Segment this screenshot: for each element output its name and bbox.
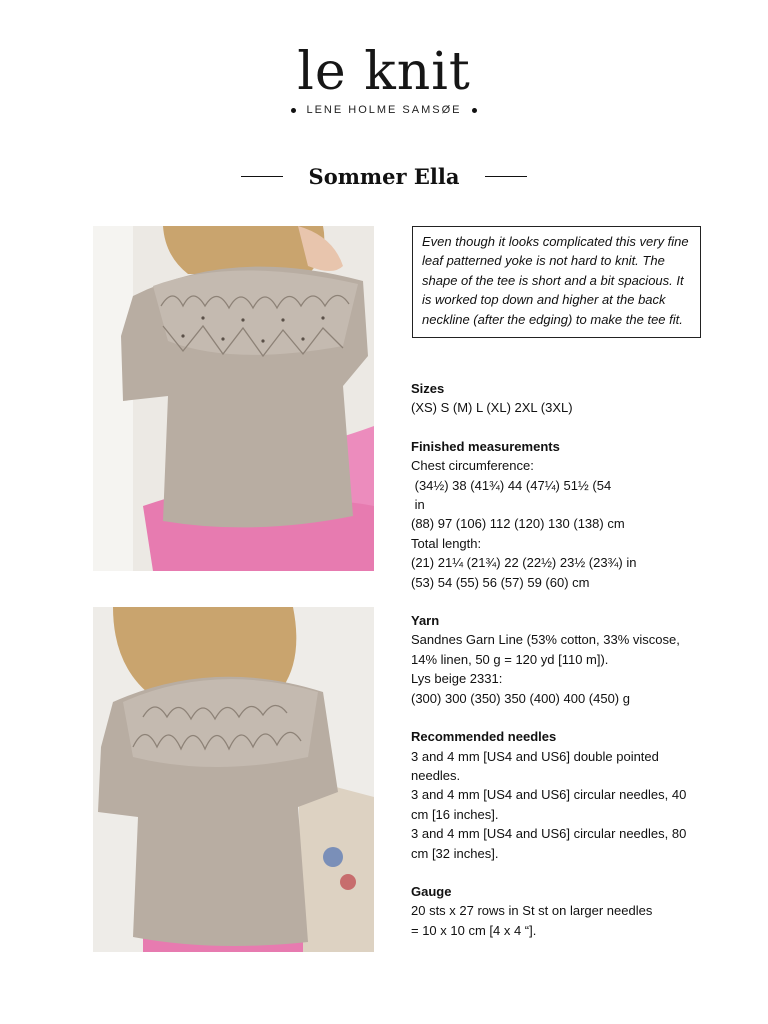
sizes-section xyxy=(411,379,726,418)
yarn-line: 14% linen, 50 g = 120 yd [110 m]). xyxy=(411,651,609,667)
designer-line xyxy=(0,104,768,116)
measurement-line: in xyxy=(411,497,425,513)
bullet-icon xyxy=(291,108,296,113)
title-row xyxy=(0,164,768,189)
yarn-line: Sandnes Garn Line (53% cotton, 33% viscose, xyxy=(411,632,680,648)
yarn-section xyxy=(411,611,726,708)
needles-heading: Recommended needles xyxy=(411,729,557,745)
needles-line: 3 and 4 mm [US4 and US6] double pointed xyxy=(411,748,659,764)
needles-section xyxy=(411,727,726,863)
sizes-heading: Sizes xyxy=(411,381,445,396)
measurement-line: Chest circumference: xyxy=(411,458,534,474)
yarn-line: (300) 300 (350) 350 (400) 400 (450) g xyxy=(411,690,630,706)
title-rule-right xyxy=(485,176,527,177)
needles-line: 3 and 4 mm [US4 and US6] circular needles, 80 xyxy=(411,826,687,842)
measurements-section xyxy=(411,437,726,592)
title-rule-left xyxy=(241,176,283,177)
measurement-line: (88) 97 (106) 112 (120) 130 (138) cm xyxy=(411,516,625,532)
measurement-line: Total length: xyxy=(411,535,482,551)
pattern-title: Sommer Ella xyxy=(308,164,460,189)
needles-line: 3 and 4 mm [US4 and US6] circular needles, 40 xyxy=(411,787,687,803)
measurement-line: (53) 54 (55) 56 (57) 59 (60) cm xyxy=(411,574,590,590)
gauge-line: = 10 x 10 cm [4 x 4 “]. xyxy=(411,922,537,938)
measurement-line: (21) 21¼ (21¾) 22 (22½) 23½ (23¾) in xyxy=(411,555,637,571)
yarn-line: Lys beige 2331: xyxy=(411,671,503,687)
back-view-photo xyxy=(93,607,374,952)
logo xyxy=(0,44,768,116)
front-view-photo xyxy=(93,226,374,571)
measurement-line: (34½) 38 (41¾) 44 (47¼) 51½ (54 xyxy=(411,477,612,493)
specs-column xyxy=(411,379,726,959)
sizes-line: (XS) S (M) L (XL) 2XL (3XL) xyxy=(411,400,573,416)
bullet-icon xyxy=(472,108,477,113)
needles-line: cm [32 inches]. xyxy=(411,845,499,861)
yarn-heading: Yarn xyxy=(411,613,440,629)
intro-text: Even though it looks complicated this very fine leaf patterned yoke is not hard to knit. The shape of the tee is short and a bit spacious. It is worked top down and higher at the back neckline (after the edging) to make the tee fit. xyxy=(422,234,689,327)
logo-wordmark: le knit xyxy=(297,42,471,102)
needles-line: cm [16 inches]. xyxy=(411,806,499,822)
gauge-heading: Gauge xyxy=(411,883,452,899)
measurements-heading: Finished measurements xyxy=(411,438,560,454)
gauge-section xyxy=(411,882,726,940)
gauge-line: 20 sts x 27 rows in St st on larger needles xyxy=(411,903,653,919)
needles-line: needles. xyxy=(411,767,461,783)
intro-box xyxy=(412,226,701,338)
designer-name: LENE HOLME SAMSØE xyxy=(306,104,462,116)
